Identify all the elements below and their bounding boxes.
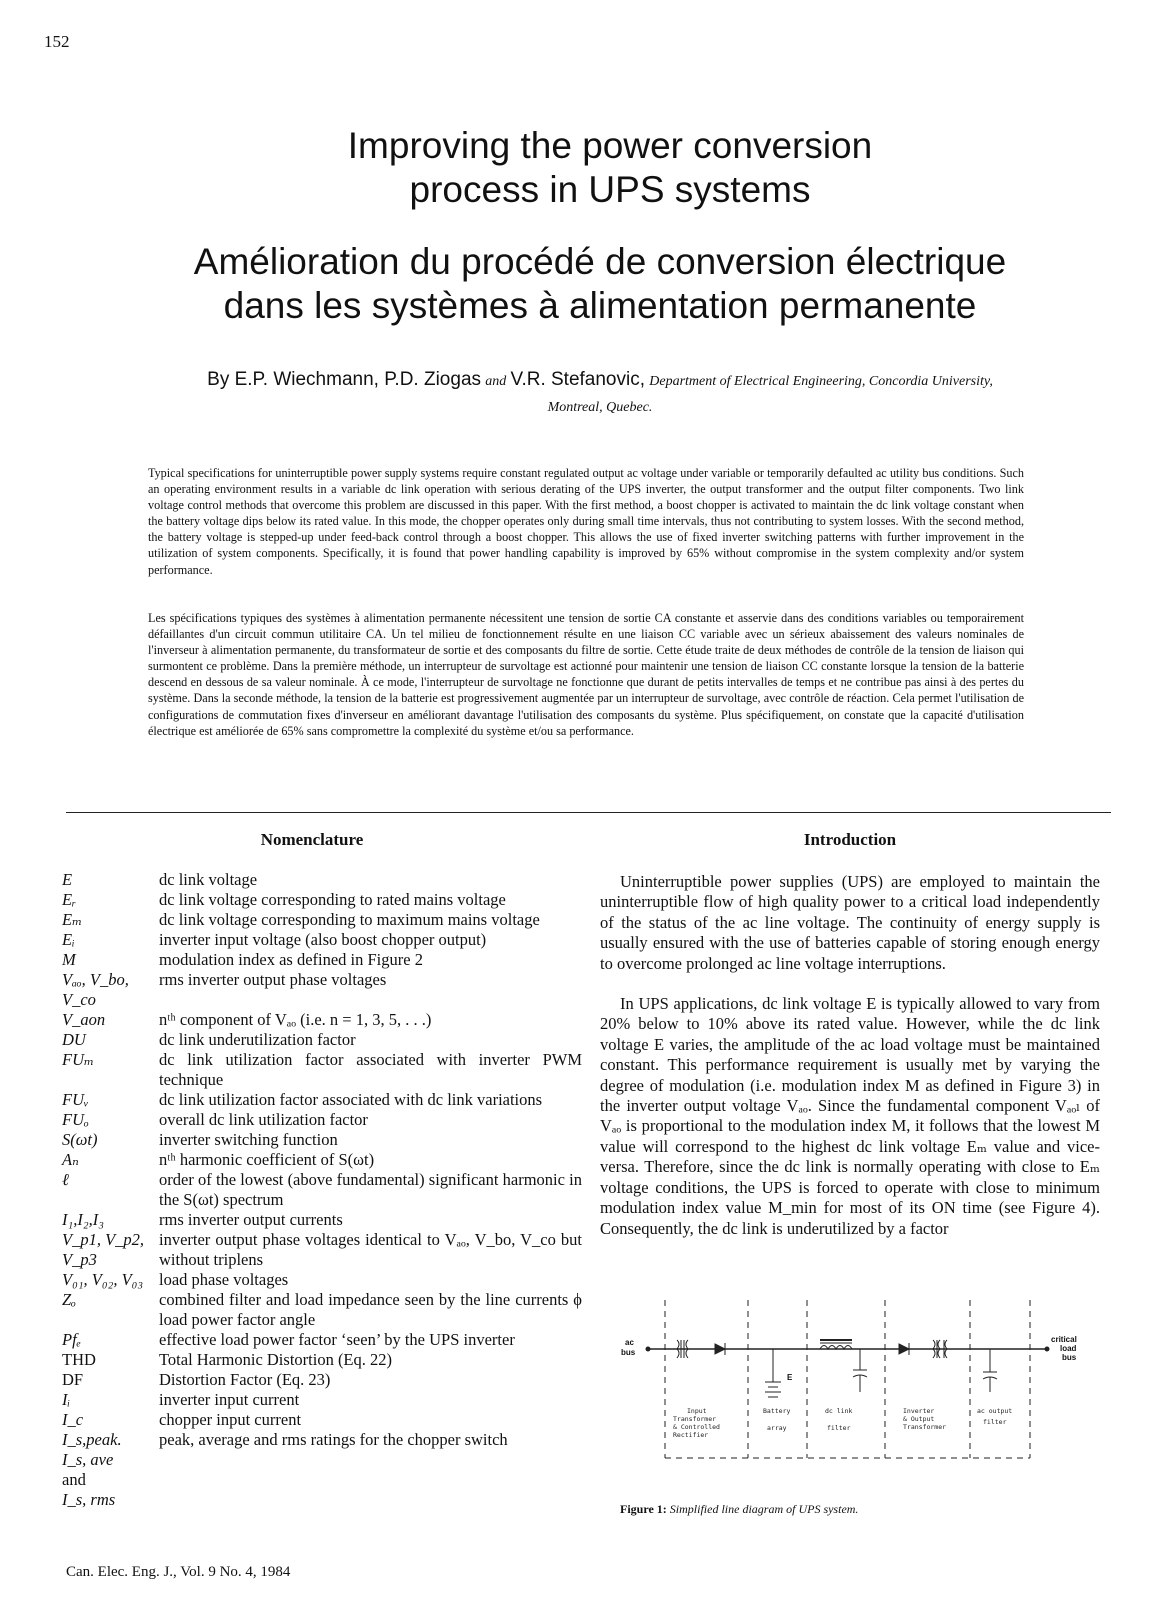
nomenclature-row — [62, 890, 582, 910]
nomenclature-symbol: Iᵢ — [62, 1390, 71, 1409]
figure-block-input-1: Input — [687, 1407, 707, 1415]
nomenclature-row — [62, 1110, 582, 1130]
figure-block-dclink-2: filter — [827, 1424, 851, 1432]
nomenclature-symbol: I_s,peak. — [62, 1430, 122, 1449]
figure-label-bus: bus — [621, 1348, 636, 1357]
nomenclature-symbol: Eₘ — [62, 910, 83, 929]
figure-label-E: E — [787, 1373, 793, 1382]
nomenclature-definition: modulation index as defined in Figure 2 — [159, 950, 423, 969]
load-bus-node — [1045, 1347, 1050, 1352]
nomenclature-symbol: I_s, rms — [62, 1490, 116, 1509]
title-french-line2: dans les systèmes à alimentation permanente — [223, 285, 977, 326]
figure-block-acout-2: filter — [983, 1418, 1007, 1426]
nomenclature-row — [62, 1450, 582, 1470]
nomenclature-symbol: THD — [62, 1350, 96, 1369]
figure-1-diagram — [615, 1300, 1120, 1490]
intro-paragraph-2: In UPS applications, dc link voltage E is typically allowed to vary from 20% below to 10% above its rated value. However, while the dc link voltage E varies, the amplitude of the ac load voltage must be maintained constant. This performance requirement is usually met by varying the degree of modulation (i.e. modulation index M as defined in Figure 3) in the inverter output voltage Vₐₒ. Since the fundamental component Vₐₒₗ of Vₐₒ is proportional to the modulation index M, it follows that the lowest M value will correspond to the highest dc link voltage Eₘ value and vice-versa. Therefore, since the dc link is normally operating with close to Eₘ voltage conditions, the UPS is forced to operate with close to minimum modulation index value M_min for most of its ON time (see Figure 4). Consequently, the dc link is underutilized by a factor — [600, 994, 1100, 1238]
nomenclature-symbol: and — [62, 1470, 86, 1489]
figure-block-inverter-2: & Output — [903, 1415, 935, 1423]
figure-caption-label: Figure 1: — [620, 1502, 667, 1516]
title-french — [100, 240, 1100, 328]
nomenclature-symbol: I_s, ave — [62, 1450, 114, 1469]
nomenclature-symbol: V₀₁, V₀₂, V₀₃ — [62, 1270, 144, 1289]
nomenclature-symbol: V_p1, V_p2, V_p3 — [62, 1230, 145, 1269]
section-divider — [66, 812, 1111, 813]
nomenclature-heading: Nomenclature — [260, 830, 364, 849]
author-3: V.R. Stefanovic, — [510, 369, 645, 390]
nomenclature-row — [62, 870, 582, 890]
nomenclature-row — [62, 1370, 582, 1390]
nomenclature-definition: dc link voltage — [159, 870, 258, 889]
nomenclature-row — [62, 1410, 582, 1430]
figure-block-input-3: & Controlled — [673, 1423, 720, 1431]
abstract-french: Les spécifications typiques des systèmes à alimentation permanente nécessitent une tension de sortie CA constante et asservie dans des conditions variables ou temporairement défaillantes d'un circuit commun utilitaire CA. Un tel milieu de fonctionnement résulte en une liaison CC variable avec un sérieux abaissement des valeurs nominales de l'inverseur à alimentation permanente, du transformateur de sortie et des composants du filtre de sortie. Cette étude traite de deux méthodes de contrôle de la tension de liaison qui surmontent ce problème. Dans la première méthode, un interrupteur de survoltage est actionné pour maintenir une tension de liaison CC constante lorsque la tension de la batterie descend en dessous de sa valeur nominale. À ce mode, l'interrupteur de survoltage ne fonctionne que durant de petits intervalles de temps et ne contribue pas ainsi à des pertes du système. Dans la seconde méthode, la tension de la batterie est progressivement augmentée par un interrupteur de survoltage, avec contrôle de réaction. Cela permet l'utilisation de configurations de commutation fixes d'inverseur en améliorant davantage l'utilisation des composants du système. Plus spécifiquement, on constate que la capacité d'utilisation électrique est améliorée de 65% sans compromettre la complexité du système et/ou sa performance. — [148, 611, 1024, 738]
nomenclature-row — [62, 1090, 582, 1110]
nomenclature-row — [62, 970, 582, 1010]
nomenclature-row — [62, 930, 582, 950]
nomenclature-row — [62, 1470, 582, 1490]
introduction-body — [600, 872, 1100, 1239]
nomenclature-symbol: DU — [62, 1030, 86, 1049]
nomenclature-symbol: S(ωt) — [62, 1130, 98, 1149]
nomenclature-definition: inverter output phase voltages identical to Vₐₒ, V_bo, V_co but without triplens — [159, 1230, 582, 1269]
nomenclature-symbol: FUᵥ — [62, 1090, 89, 1109]
title-french-line1: Amélioration du procédé de conversion électrique — [193, 241, 1007, 282]
nomenclature-definition — [159, 1490, 582, 1510]
figure-label-load-bus: bus — [1062, 1353, 1077, 1362]
nomenclature-row — [62, 1130, 582, 1150]
page-number: 152 — [44, 32, 70, 51]
nomenclature-definition: dc link underutilization factor — [159, 1030, 356, 1049]
nomenclature-definition: inverter switching function — [159, 1130, 338, 1149]
nomenclature-definition — [159, 1470, 582, 1490]
nomenclature-symbol: DF — [62, 1370, 84, 1389]
title-english-line1: Improving the power conversion — [347, 125, 873, 166]
journal-footer: Can. Elec. Eng. J., Vol. 9 No. 4, 1984 — [66, 1564, 291, 1580]
title-english — [200, 124, 1020, 212]
nomenclature-definition: overall dc link utilization factor — [159, 1110, 368, 1129]
nomenclature-symbol: FUₒ — [62, 1110, 89, 1129]
figure-caption-text: Simplified line diagram of UPS system. — [669, 1502, 859, 1516]
nomenclature-symbol: ℓ — [62, 1170, 69, 1189]
nomenclature-symbol: I_c — [62, 1410, 84, 1429]
nomenclature-list — [62, 870, 582, 1510]
nomenclature-definition: inverter input current — [159, 1390, 300, 1409]
nomenclature-row — [62, 1350, 582, 1370]
nomenclature-symbol: Vₐₒ, V_bo, V_co — [62, 970, 129, 1009]
nomenclature-symbol: Zₒ — [62, 1290, 76, 1309]
figure-label-critical: critical — [1051, 1335, 1077, 1344]
nomenclature-definition: dc link voltage corresponding to rated mains voltage — [159, 890, 506, 909]
nomenclature-symbol: Pfₑ — [62, 1330, 81, 1349]
figure-block-input-4: Rectifier — [673, 1431, 709, 1439]
nomenclature-symbol: Eᵢ — [62, 930, 75, 949]
nomenclature-definition: Distortion Factor (Eq. 23) — [159, 1370, 331, 1389]
nomenclature-symbol: V_aon — [62, 1010, 106, 1029]
title-english-line2: process in UPS systems — [409, 169, 811, 210]
nomenclature-definition: effective load power factor ‘seen’ by the UPS inverter — [159, 1330, 515, 1349]
abstract-english: Typical specifications for uninterruptible power supply systems require constant regulated output ac voltage under variable or temporarily defaulted ac utility bus conditions. Such an operating environment results in a variable dc link operation with serious derating of the UPS inverter, the output transformer and the output filter components. Two link voltage control methods that overcome this problem are discussed in this paper. With the first method, a boost chopper is activated to maintain the dc link voltage constant when the battery voltage dips below its rated value. In this mode, the chopper operates only during small time intervals, thus not contributing to system losses. With the second method, the battery voltage is stepped-up under feed-back control through a boost chopper. This allows the use of fixed inverter switching patterns with further improvement in the utilization of system components. Specifically, it is found that power handling capability is improved by 65% without compromise in the system complexity and/or system performance. — [148, 466, 1024, 577]
figure-block-battery-1: Battery — [763, 1407, 791, 1415]
figure-block-dclink-1: dc link — [825, 1407, 853, 1415]
nomenclature-row — [62, 1490, 582, 1510]
nomenclature-symbol: M — [62, 950, 76, 969]
figure-block-inverter-1: Inverter — [903, 1407, 935, 1415]
affiliation: Department of Electrical Engineering, Concordia University, — [649, 374, 993, 389]
nomenclature-definition: load phase voltages — [159, 1270, 289, 1289]
figure-block-inverter-3: Transformer — [903, 1423, 947, 1431]
nomenclature-definition: chopper input current — [159, 1410, 302, 1429]
nomenclature-row — [62, 1430, 582, 1450]
nomenclature-definition: dc link utilization factor associated with inverter PWM technique — [159, 1050, 582, 1089]
byline — [150, 368, 1050, 420]
nomenclature-definition: nᵗʰ harmonic coefficient of S(ωt) — [159, 1150, 375, 1169]
nomenclature-symbol: FUₘ — [62, 1050, 95, 1069]
nomenclature-symbol: I₁,I₂,I₃ — [62, 1210, 104, 1229]
nomenclature-row — [62, 1330, 582, 1350]
nomenclature-definition: combined filter and load impedance seen by the line currents ϕ load power factor angle — [159, 1290, 582, 1329]
nomenclature-row — [62, 1150, 582, 1170]
nomenclature-symbol: Aₙ — [62, 1150, 79, 1169]
nomenclature-row — [62, 1010, 582, 1030]
nomenclature-definition: nᵗʰ component of Vₐₒ (i.e. n = 1, 3, 5, . . .) — [159, 1010, 432, 1029]
nomenclature-symbol: E — [62, 870, 73, 889]
authors: By E.P. Wiechmann, P.D. Ziogas — [207, 369, 482, 390]
introduction-heading: Introduction — [803, 830, 897, 849]
nomenclature-definition — [159, 1450, 582, 1470]
nomenclature-definition: Total Harmonic Distortion (Eq. 22) — [159, 1350, 393, 1369]
and-word: and — [485, 374, 507, 389]
nomenclature-row — [62, 950, 582, 970]
figure-block-battery-2: array — [767, 1424, 787, 1432]
nomenclature-definition: rms inverter output currents — [159, 1210, 343, 1229]
nomenclature-row — [62, 1210, 582, 1230]
nomenclature-definition: peak, average and rms ratings for the chopper switch — [159, 1430, 508, 1449]
ac-bus-node — [646, 1347, 651, 1352]
nomenclature-definition: dc link utilization factor associated with dc link variations — [159, 1090, 543, 1109]
nomenclature-symbol: Eᵣ — [62, 890, 77, 909]
nomenclature-row — [62, 910, 582, 930]
nomenclature-definition: order of the lowest (above fundamental) significant harmonic in the S(ωt) spectrum — [159, 1170, 582, 1209]
intro-paragraph-1: Uninterruptible power supplies (UPS) are employed to maintain the uninterruptible flow of high quality power to a critical load independently of the status of the ac line voltage. The continuity of energy supply is usually ensured with the use of batteries capable of storing enough energy to overcome prolonged ac line voltage interruptions. — [600, 872, 1100, 973]
nomenclature-definition: rms inverter output phase voltages — [159, 970, 387, 989]
nomenclature-row — [62, 1170, 582, 1210]
nomenclature-row — [62, 1230, 582, 1270]
nomenclature-row — [62, 1030, 582, 1050]
nomenclature-row — [62, 1290, 582, 1330]
nomenclature-row — [62, 1050, 582, 1090]
figure-block-acout-1: ac output — [977, 1407, 1013, 1415]
nomenclature-definition: dc link voltage corresponding to maximum mains voltage — [159, 910, 540, 929]
nomenclature-row — [62, 1390, 582, 1410]
nomenclature-row — [62, 1270, 582, 1290]
nomenclature-definition: inverter input voltage (also boost chopper output) — [159, 930, 487, 949]
figure-label-load: load — [1060, 1344, 1077, 1353]
figure-caption — [620, 1502, 858, 1517]
figure-block-input-2: Transformer — [673, 1415, 717, 1423]
location: Montreal, Quebec. — [547, 400, 653, 415]
figure-label-ac: ac — [625, 1338, 634, 1347]
